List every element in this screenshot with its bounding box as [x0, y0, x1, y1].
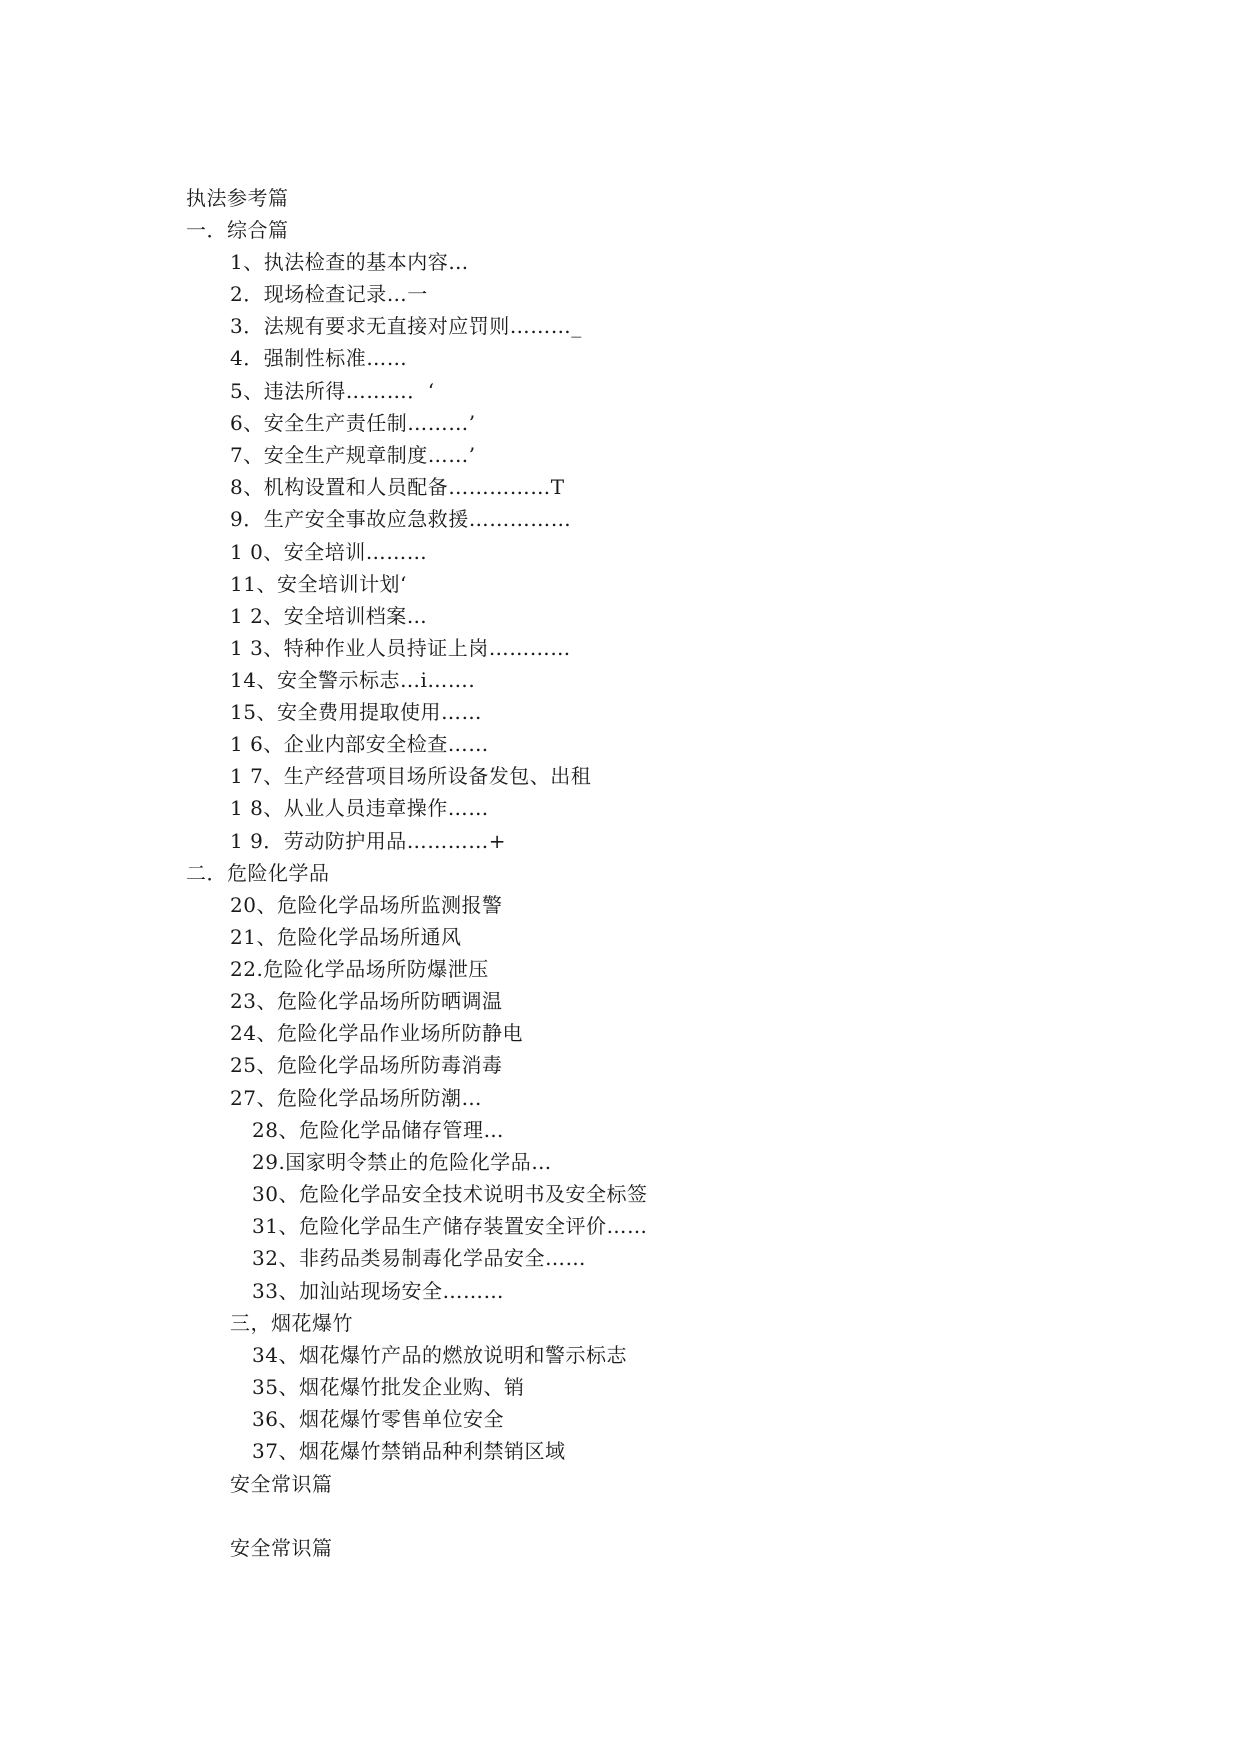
toc-item: 28、危险化学品储存管理… — [252, 1118, 504, 1142]
toc-item: 2．现场检查记录…一 — [230, 282, 428, 306]
toc-item: 14、安全警示标志…i……. — [230, 668, 476, 692]
toc-item: 1 3、特种作业人员持证上岗………… — [230, 636, 571, 660]
toc-item: 6、安全生产责任制………’ — [230, 411, 476, 435]
toc-item: 30、危险化学品安全技术说明书及安全标签 — [252, 1182, 648, 1206]
toc-item: 21、危险化学品场所通风 — [230, 925, 462, 949]
toc-item: 34、烟花爆竹产品的燃放说明和警示标志 — [252, 1343, 627, 1367]
toc-item: 22.危险化学品场所防爆泄压 — [230, 957, 489, 981]
toc-item: 29.国家明令禁止的危险化学品… — [252, 1150, 552, 1174]
toc-item: 11、安全培训计划‘ — [230, 572, 407, 596]
toc-item: 3．法规有要求无直接对应罚则………_ — [230, 314, 582, 338]
section-heading-hazardous-chemicals: 二．危险化学品 — [186, 861, 330, 885]
toc-item: 8、机构设置和人员配备……………T — [230, 475, 565, 499]
toc-item: 32、非药品类易制毒化学品安全…… — [252, 1246, 586, 1270]
toc-item: 35、烟花爆竹批发企业购、销 — [252, 1375, 525, 1399]
section-heading-fireworks: 三，烟花爆竹 — [230, 1311, 353, 1335]
toc-item: 36、烟花爆竹零售单位安全 — [252, 1407, 504, 1431]
toc-item: 1 2、安全培训档案… — [230, 604, 428, 628]
toc-item: 1 9．劳动防护用品…………+ — [230, 829, 507, 853]
toc-item: 9．生产安全事故应急救援…………… — [230, 507, 572, 531]
toc-item: 27、危险化学品场所防潮… — [230, 1086, 482, 1110]
document-title: 执法参考篇 — [186, 186, 289, 210]
toc-item: 4．强制性标准…… — [230, 346, 408, 370]
section-heading-safety-knowledge: 安全常识篇 — [230, 1472, 333, 1496]
toc-item: 1、执法检查的基本内容… — [230, 250, 469, 274]
toc-item: 33、加汕站现场安全……… — [252, 1279, 504, 1303]
toc-item: 5、违法所得………．‘ — [230, 379, 435, 403]
toc-item: 1 8、从业人员违章操作…… — [230, 796, 489, 820]
toc-item: 31、危险化学品生产储存装置安全评价…… — [252, 1214, 648, 1238]
toc-item: 23、危险化学品场所防晒调温 — [230, 989, 503, 1013]
toc-item: 7、安全生产规章制度……’ — [230, 443, 476, 467]
toc-item: 1 7、生产经营项目场所设备发包、出租 — [230, 764, 592, 788]
section-heading-safety-knowledge-repeat: 安全常识篇 — [230, 1536, 333, 1560]
toc-item: 20、危险化学品场所监测报警 — [230, 893, 503, 917]
toc-item: 25、危险化学品场所防毒消毒 — [230, 1053, 503, 1077]
toc-item: 37、烟花爆竹禁销品种利禁销区域 — [252, 1439, 566, 1463]
toc-item: 15、安全费用提取使用…… — [230, 700, 482, 724]
toc-item: 24、危险化学品作业场所防静电 — [230, 1021, 523, 1045]
toc-item: 1 0、安全培训……… — [230, 540, 428, 564]
toc-item: 1 6、企业内部安全检查…… — [230, 732, 489, 756]
section-heading-general: 一．综合篇 — [186, 218, 289, 242]
